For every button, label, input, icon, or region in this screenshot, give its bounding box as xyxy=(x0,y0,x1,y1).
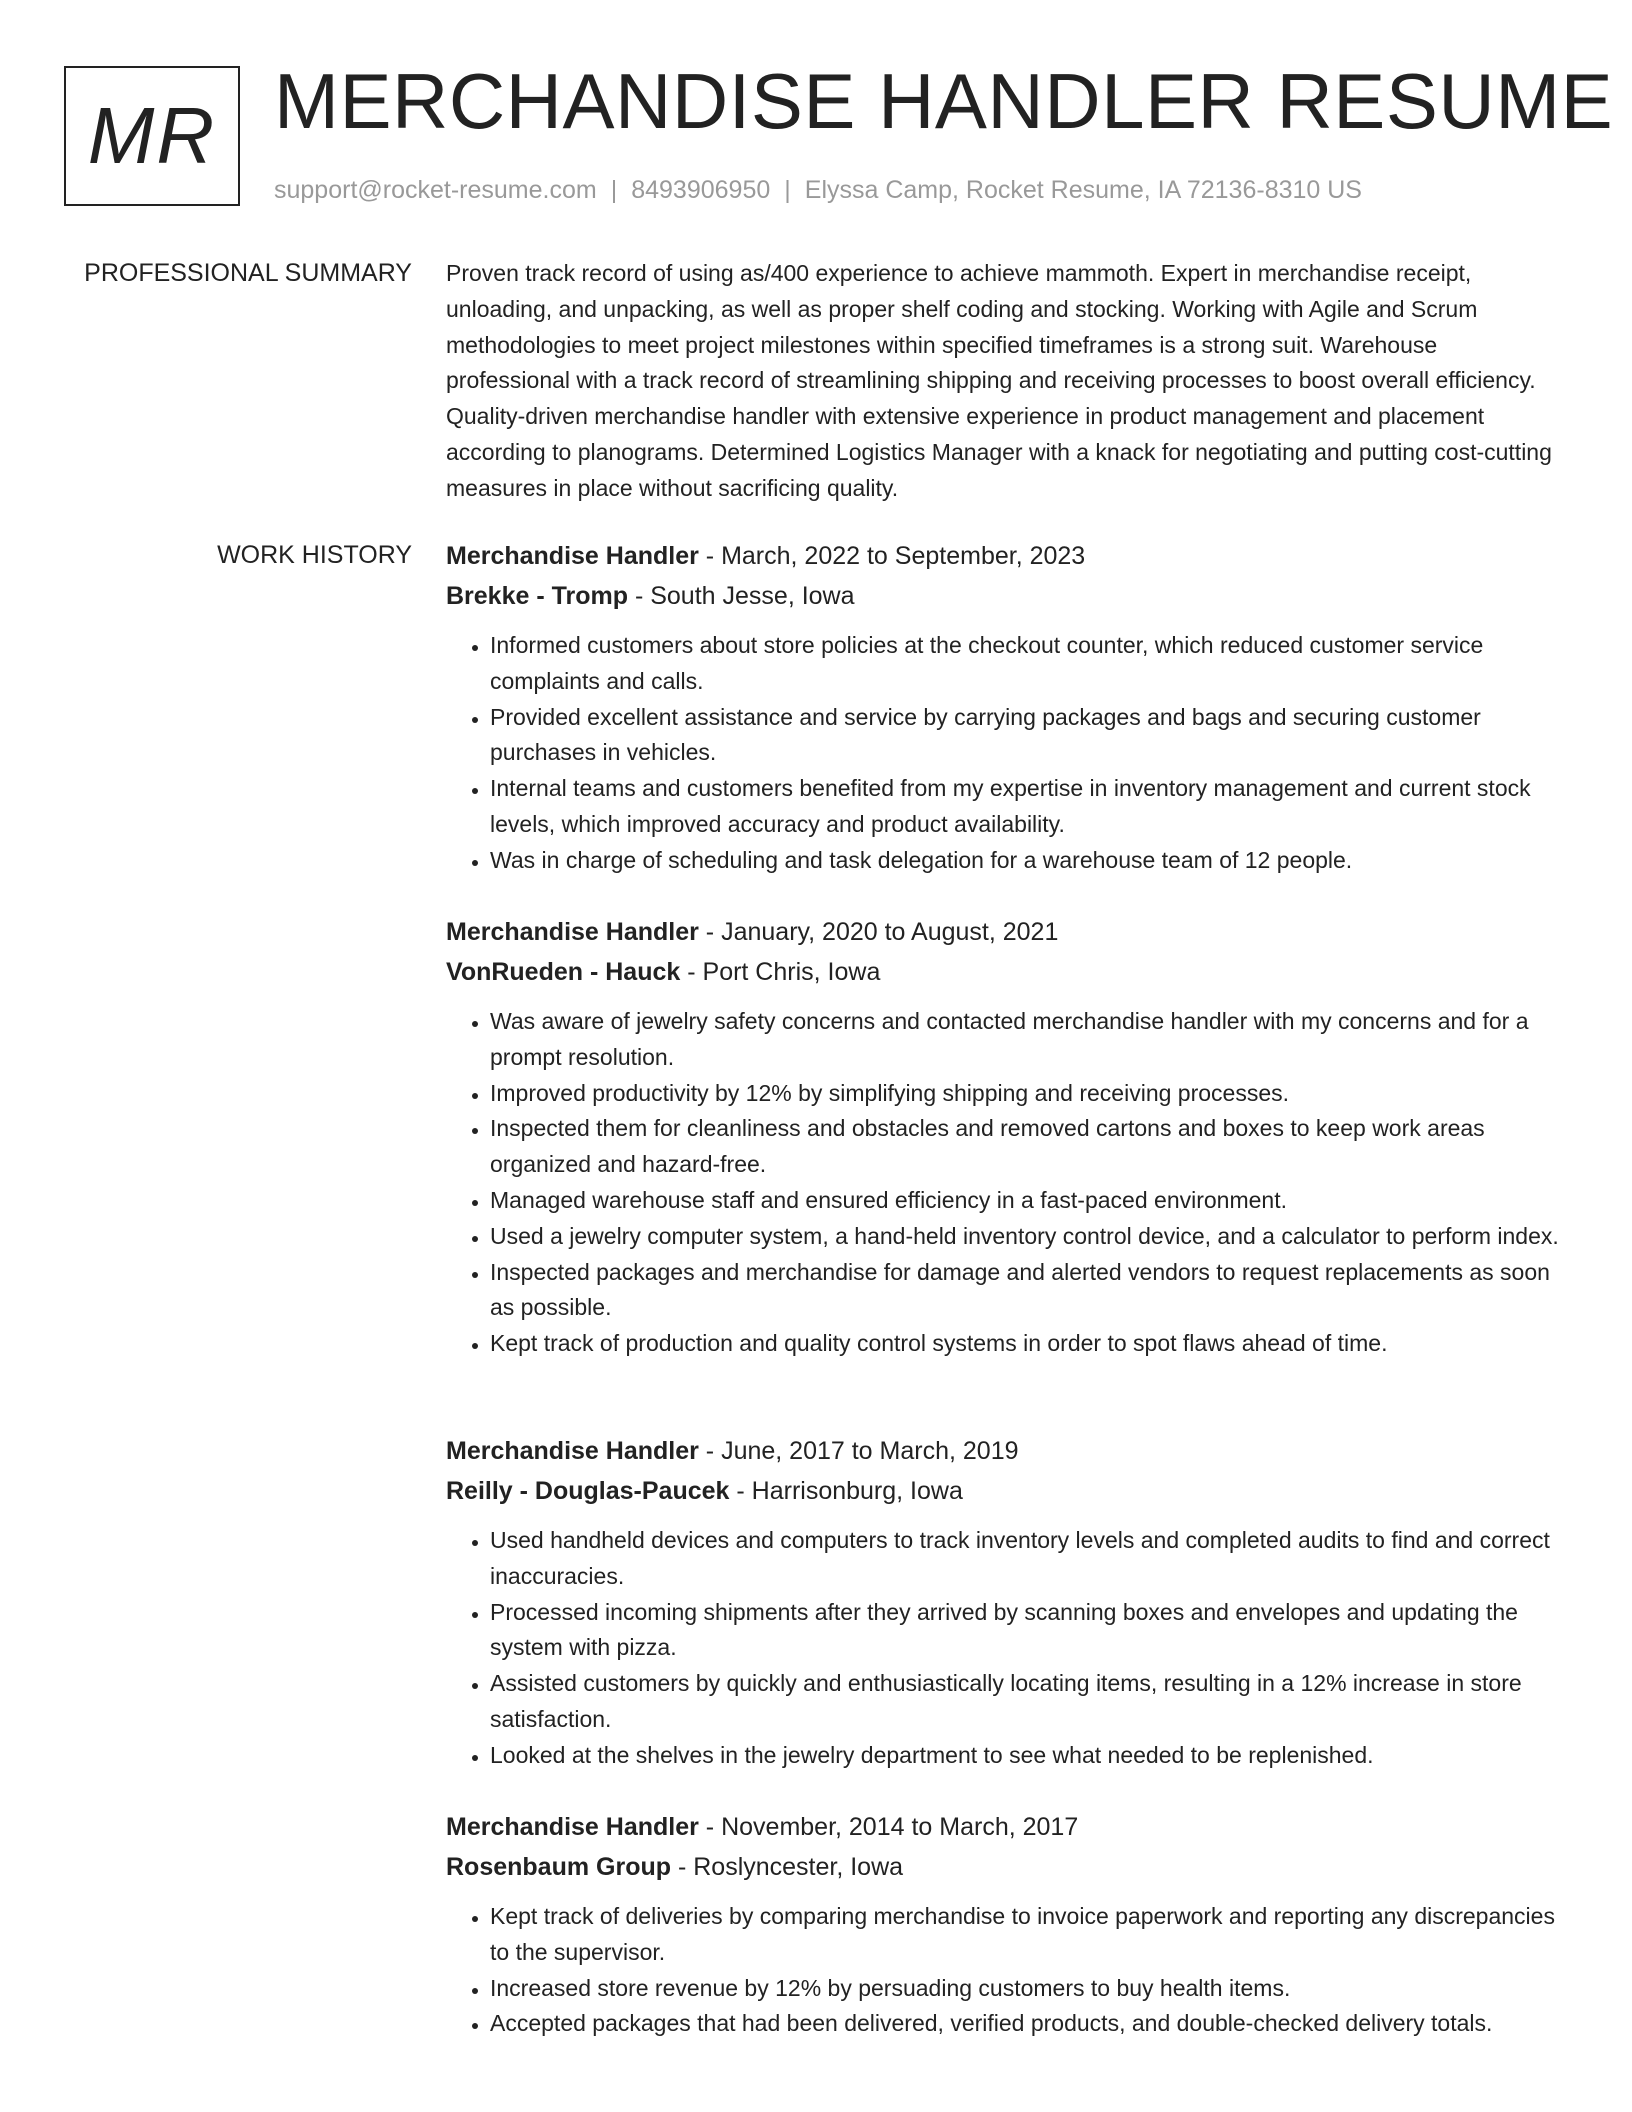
job-entry xyxy=(446,1431,1564,1774)
job-bullet: • Accepted packages that had been delivered, verified products, and double-checked delivery totals. xyxy=(490,2006,1564,2042)
job-company-line xyxy=(446,1471,1564,1511)
job-bullet: • Kept track of deliveries by comparing merchandise to invoice paperwork and reporting any discrepancies to the supervisor. xyxy=(490,1899,1564,1971)
job-bullets xyxy=(446,1899,1564,2042)
job-bullet: • Processed incoming shipments after they arrived by scanning boxes and envelopes and updating the system with pizza. xyxy=(490,1595,1564,1667)
job-company: Reilly - Douglas-Paucek xyxy=(446,1477,730,1505)
job-entry xyxy=(446,912,1564,1362)
contact-address: Elyssa Camp, Rocket Resume, IA 72136-8310 US xyxy=(804,176,1362,204)
job-company: Brekke - Tromp xyxy=(446,582,629,610)
job-title-line xyxy=(446,912,1564,952)
job-title: Merchandise Handler xyxy=(446,918,699,946)
summary-heading: PROFESSIONAL SUMMARY xyxy=(84,259,412,287)
job-company: Rosenbaum Group xyxy=(446,1853,672,1881)
job-bullets xyxy=(446,1004,1564,1362)
job-entry xyxy=(446,1807,1564,2042)
job-dates: - November, 2014 to March, 2017 xyxy=(698,1813,1079,1841)
job-bullet: • Internal teams and customers benefited from my expertise in inventory management and current stock levels, which improved accuracy and product availability. xyxy=(490,771,1564,843)
contact-separator: | xyxy=(784,176,791,204)
job-company-line xyxy=(446,576,1564,616)
job-bullet: • Inspected them for cleanliness and obstacles and removed cartons and boxes to keep work areas organized and hazard-free. xyxy=(490,1111,1564,1183)
job-entry xyxy=(446,536,1564,879)
job-location: - Port Chris, Iowa xyxy=(680,958,881,986)
job-dates: - June, 2017 to March, 2019 xyxy=(698,1437,1019,1465)
job-bullet: • Inspected packages and merchandise for damage and alerted vendors to request replacements as soon as possible. xyxy=(490,1255,1564,1327)
job-bullet: • Was in charge of scheduling and task delegation for a warehouse team of 12 people. xyxy=(490,843,1564,879)
job-dates: - January, 2020 to August, 2021 xyxy=(698,918,1059,946)
job-bullet: • Managed warehouse staff and ensured efficiency in a fast-paced environment. xyxy=(490,1183,1564,1219)
job-location: - Roslyncester, Iowa xyxy=(671,1853,904,1881)
job-company-line xyxy=(446,952,1564,992)
job-title: Merchandise Handler xyxy=(446,542,699,570)
job-bullet: • Was aware of jewelry safety concerns and contacted merchandise handler with my concerns and for a prompt resolution. xyxy=(490,1004,1564,1076)
job-title: Merchandise Handler xyxy=(446,1437,699,1465)
job-title-line xyxy=(446,1431,1564,1471)
job-dates: - March, 2022 to September, 2023 xyxy=(698,542,1086,570)
job-bullet: • Kept track of production and quality control systems in order to spot flaws ahead of time. xyxy=(490,1326,1564,1362)
job-bullet: • Used handheld devices and computers to track inventory levels and completed audits to find and correct inaccuracies. xyxy=(490,1523,1564,1595)
job-title: Merchandise Handler xyxy=(446,1813,699,1841)
job-location: - Harrisonburg, Iowa xyxy=(729,1477,963,1505)
job-location: - South Jesse, Iowa xyxy=(628,582,855,610)
job-title-line xyxy=(446,1807,1564,1847)
summary-text: Proven track record of using as/400 experience to achieve mammoth. Expert in merchandise receipt, unloading, and unpacking, as well as proper shelf coding and stocking. Working with Agile and Scrum methodologies to meet project milestones within specified timeframes is a strong suit. Warehouse professional with a track record of streamlining shipping and receiving processes to boost overall efficiency. Quality-driven merchandise handler with extensive experience in product management and placement according to planograms. Determined Logistics Manager with a knack for negotiating and putting cost-cutting measures in place without sacrificing quality. xyxy=(446,260,1552,501)
job-bullets xyxy=(446,628,1564,879)
contact-phone[interactable]: 8493906950 xyxy=(631,176,771,204)
contact-email[interactable]: support@rocket-resume.com xyxy=(274,176,597,204)
work-history-heading: WORK HISTORY xyxy=(217,541,412,569)
job-bullets xyxy=(446,1523,1564,1774)
monogram-logo: MR xyxy=(64,66,240,206)
job-title-line xyxy=(446,536,1564,576)
summary-section xyxy=(446,256,1564,507)
job-bullet: • Used a jewelry computer system, a hand-held inventory control device, and a calculator to perform index. xyxy=(490,1219,1564,1255)
job-company-line xyxy=(446,1847,1564,1887)
contact-separator: | xyxy=(610,176,618,204)
contact-line xyxy=(274,172,1362,208)
job-bullet: • Looked at the shelves in the jewelry department to see what needed to be replenished. xyxy=(490,1738,1564,1774)
job-bullet: • Provided excellent assistance and service by carrying packages and bags and securing customer purchases in vehicles. xyxy=(490,700,1564,772)
job-company: VonRueden - Hauck xyxy=(446,958,681,986)
job-bullet: • Improved productivity by 12% by simplifying shipping and receiving processes. xyxy=(490,1076,1564,1112)
job-bullet: • Assisted customers by quickly and enthusiastically locating items, resulting in a 12% increase in store satisfaction. xyxy=(490,1666,1564,1738)
resume-title: MERCHANDISE HANDLER RESUME xyxy=(274,57,1614,145)
job-bullet: • Increased store revenue by 12% by persuading customers to buy health items. xyxy=(490,1971,1564,2007)
job-bullet: • Informed customers about store policies at the checkout counter, which reduced customer service complaints and calls. xyxy=(490,628,1564,700)
